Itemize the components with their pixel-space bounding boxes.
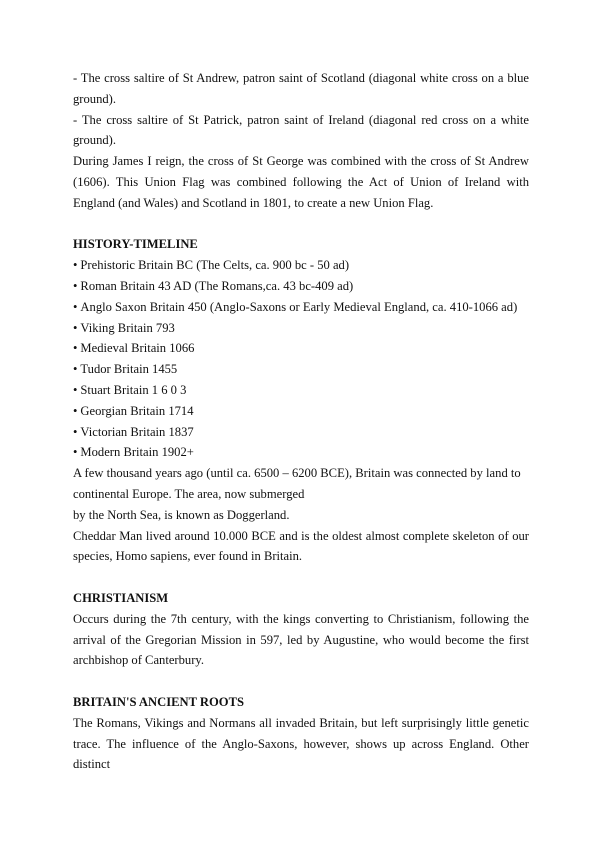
timeline-item xyxy=(73,380,529,401)
timeline-item-text: Victorian Britain 1837 xyxy=(80,424,194,439)
bullet-icon: • xyxy=(73,445,78,460)
timeline-item-text: Prehistoric Britain BC (The Celts, ca. 900 bc - 50 ad) xyxy=(80,258,350,273)
roots-heading: BRITAIN'S ANCIENT ROOTS xyxy=(73,694,244,709)
patrick-cross-paragraph: - The cross saltire of St Patrick, patron saint of Ireland (diagonal red cross on a white ground). xyxy=(73,112,529,148)
timeline-item xyxy=(73,318,529,339)
bullet-icon: • xyxy=(73,320,78,335)
union-flag-paragraph: During James I reign, the cross of St George was combined with the cross of St Andrew (1606). This Union Flag was combined following the Act of Union of Ireland with England (and Wales) and Scotland in 1801, to create a new Union Flag. xyxy=(73,154,529,210)
timeline-item-text: Medieval Britain 1066 xyxy=(80,341,195,356)
doggerland-paragraph-2: by the North Sea, is known as Doggerland. xyxy=(73,507,290,522)
timeline-item xyxy=(73,422,529,443)
timeline-item-text: Roman Britain 43 AD (The Romans,ca. 43 bc-409 ad) xyxy=(80,278,354,293)
christianism-paragraph: Occurs during the 7th century, with the kings converting to Christianism, following the arrival of the Gregorian Mission in 597, led by Augustine, who would become the first archbishop of Canterbury. xyxy=(73,611,529,668)
bullet-icon: • xyxy=(73,362,78,377)
bullet-icon: • xyxy=(73,424,78,439)
timeline-item xyxy=(73,276,529,297)
timeline-item-text: Modern Britain 1902+ xyxy=(80,445,194,460)
doggerland-paragraph-1: A few thousand years ago (until ca. 6500 – 6200 BCE), Britain was connected by land to continental Europe. The area, now submerged xyxy=(73,466,521,501)
andrew-cross-paragraph: - The cross saltire of St Andrew, patron saint of Scotland (diagonal white cross on a blue ground). xyxy=(73,71,529,106)
cheddar-man-paragraph: Cheddar Man lived around 10.000 BCE and is the oldest almost complete skeleton of our species, Homo sapiens, ever found in Britain. xyxy=(73,528,529,564)
spacer xyxy=(73,567,529,588)
timeline-list xyxy=(73,255,529,463)
bullet-icon: • xyxy=(73,341,78,356)
timeline-item xyxy=(73,255,529,276)
timeline-item xyxy=(73,442,529,463)
bullet-icon: • xyxy=(73,382,78,397)
bullet-icon: • xyxy=(73,278,78,293)
timeline-item xyxy=(73,338,529,359)
timeline-item-text: Stuart Britain 1 6 0 3 xyxy=(80,382,187,397)
bullet-icon: • xyxy=(73,299,78,314)
document-page xyxy=(73,68,529,775)
timeline-item xyxy=(73,359,529,380)
christianism-heading: CHRISTIANISM xyxy=(73,590,169,605)
bullet-icon: • xyxy=(73,258,78,273)
timeline-item xyxy=(73,297,529,318)
timeline-item-text: Anglo Saxon Britain 450 (Anglo-Saxons or Early Medieval England, ca. 410-1066 ad) xyxy=(80,299,518,314)
spacer xyxy=(73,671,529,692)
timeline-item-text: Georgian Britain 1714 xyxy=(80,403,194,418)
timeline-item xyxy=(73,401,529,422)
timeline-item-text: Tudor Britain 1455 xyxy=(80,362,178,377)
spacer xyxy=(73,214,529,235)
timeline-heading: HISTORY-TIMELINE xyxy=(73,237,198,252)
roots-paragraph: The Romans, Vikings and Normans all invaded Britain, but left surprisingly little genetic trace. The influence of the Anglo-Saxons, however, shows up across England. Other distinct xyxy=(73,715,529,772)
bullet-icon: • xyxy=(73,403,78,418)
timeline-item-text: Viking Britain 793 xyxy=(80,320,175,335)
